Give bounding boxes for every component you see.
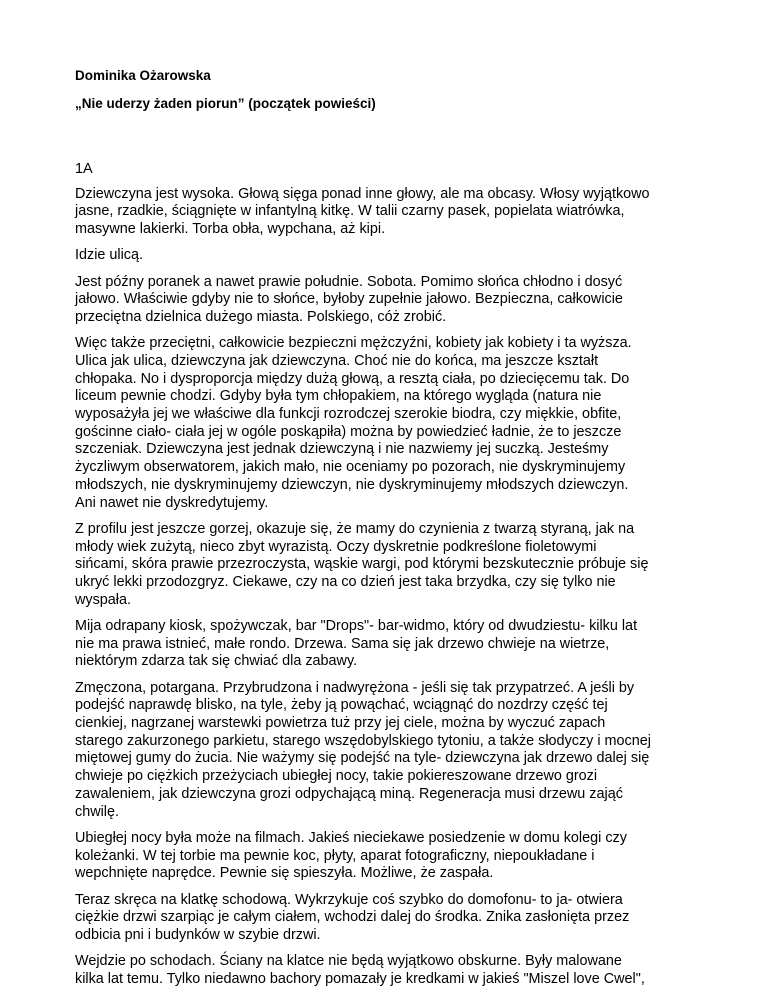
paragraph-line: jasne, rzadkie, ściągnięte w infantylną kitkę. W talii czarny pasek, popielata wiatrówka, — [75, 203, 625, 220]
paragraph-line: wyspała. — [75, 591, 131, 608]
paragraph-line: zawaleniem, jak dziewczyna grozi odpychającą miną. Regeneracja musi drzewu zająć — [75, 785, 623, 802]
paragraph — [75, 247, 710, 265]
paragraph-line: starego zakurzonego parkietu, starego wszędobylskiego tytoniu, a także słodyczy i mocnej — [75, 732, 651, 749]
paragraph-line: Jest późny poranek a nawet prawie południe. Sobota. Pomimo słońca chłodno i dosyć — [75, 273, 623, 290]
paragraph-line: niektórym zdarza tak się chwiać dla zabawy. — [75, 653, 358, 670]
paragraph-line: kilka lat temu. Tylko niedawno bachory pomazały je kredkami w jakieś "Miszel love Cwel", — [75, 970, 645, 987]
paragraph — [75, 521, 710, 610]
paragraph-line: Ubiegłej nocy była może na filmach. Jakieś nieciekawe posiedzenie w domu kolegi czy — [75, 829, 627, 846]
paragraph-line: życzliwym obserwatorem, jakich mało, nie oceniamy po pozorach, nie dyskryminujemy — [75, 459, 626, 476]
paragraph — [75, 335, 710, 512]
paragraph-line: nie ma prawa istnieć, małe rondo. Drzewa. Sama się jak drzewo chwieje na wietrze, — [75, 635, 610, 652]
paragraph-line: Ani nawet nie dyskredytujemy. — [75, 494, 269, 511]
paragraph-line: sińcami, skóra prawie przezroczysta, wąskie wargi, pod którymi bezskutecznie próbuje się — [75, 556, 649, 573]
paragraph-line: szczeniak. Dziewczyna jest jednak dziewczyną i nie nazwiemy jej suczką. Jesteśmy — [75, 441, 609, 458]
paragraph-line: miętowej gumy do żucia. Nie ważymy się podejść na tyle- dziewczyna jak drzewo dalej się — [75, 750, 650, 767]
author-name: Dominika Ożarowska — [75, 68, 211, 83]
paragraph-line: młodszych, nie dyskryminujemy dziewczyn, nie dyskryminujemy młodszych dziewczyn. — [75, 476, 629, 493]
paragraph — [75, 892, 710, 945]
story-body — [75, 161, 710, 997]
paragraph — [75, 618, 710, 671]
paragraph-line: Z profilu jest jeszcze gorzej, okazuje się, że mamy do czynienia z twarzą styraną, jak na — [75, 520, 635, 537]
paragraph-line: chwilę. — [75, 803, 119, 820]
paragraph-line: Dziewczyna jest wysoka. Głową sięga ponad inne głowy, ale ma obcasy. Włosy wyjątkowo — [75, 185, 650, 202]
paragraph-line: przeciętna dzielnica dużego miasta. Polskiego, cóż zrobić. — [75, 308, 447, 325]
paragraph-line: Więc także przeciętni, całkowicie bezpieczni mężczyźni, kobiety jak kobiety i ta wyższa. — [75, 335, 632, 352]
paragraph-line: podejść naprawdę blisko, na tyle, żeby ją powąchać, wciągnąć do nozdrzy część tej — [75, 697, 608, 714]
paragraph-line: cienkiej, nagrzanej warstewki powietrza tuż przy jej ciele, można by wyczuć zapach — [75, 715, 606, 732]
paragraph — [75, 680, 710, 822]
paragraph-line: gościnne ciało- ciała jej w ogóle poskąpiła) można by powiedzieć ładnie, że to jeszcze — [75, 423, 622, 440]
paragraph-line: koleżanki. W tej torbie ma pewnie koc, płyty, aparat fotograficzny, niepoukładane i — [75, 847, 595, 864]
chapter-heading: 1A — [75, 161, 93, 177]
paragraph — [75, 953, 710, 988]
paragraph-line: wepchnięte naprędce. Pewnie się spieszyła. Możliwe, że zaspała. — [75, 865, 494, 882]
paragraph-line: Teraz skręca na klatkę schodową. Wykrzykuje coś szybko do domofonu- to ja- otwiera — [75, 891, 623, 908]
paragraph-line: Wejdzie po schodach. Ściany na klatce nie będą wyjątkowo obskurne. Były malowane — [75, 953, 622, 970]
paragraph-line: Ulica jak ulica, dziewczyna jak dziewczyna. Choć nie do końca, ma jeszcze kształt — [75, 352, 599, 369]
paragraph-line: Idzie ulicą. — [75, 247, 143, 264]
paragraph-line: Zmęczona, potargana. Przybrudzona i nadwyrężona - jeśli się tak przypatrzeć. A jeśli by — [75, 679, 635, 696]
paragraph-line: odbicia pni i budynków w szybie drzwi. — [75, 926, 321, 943]
paragraph-line: ukryć lekki przodozgryz. Ciekawe, czy na co dzień jest taka brzydka, czy się tylko nie — [75, 573, 616, 590]
paragraph — [75, 186, 710, 239]
paragraph-line: ciężkie drzwi szarpiąc je całym ciałem, wchodzi dalej do środka. Znika zasłonięta przez — [75, 909, 630, 926]
paragraph-line: wyposażyła jej we właściwe dla funkcji rozrodczej szerokie biodra, czy miękkie, obfite, — [75, 406, 622, 423]
document-title: „Nie uderzy żaden piorun” (początek powieści) — [75, 96, 376, 111]
paragraph-line: jałowo. Właściwie gdyby nie to słońce, byłoby zupełnie jałowo. Bezpieczna, całkowicie — [75, 291, 623, 308]
paragraph-line: chwieje po ciężkich przeżyciach ubiegłej nocy, takie pokiereszowane drzewo grozi — [75, 768, 598, 785]
paragraph-line: młody wiek zużytą, nieco zbyt wyrazistą. Oczy dyskretnie podkreślone fioletowymi — [75, 538, 597, 555]
paragraph-line: masywne lakierki. Torba obła, wypchana, aż kipi. — [75, 220, 386, 237]
paragraph-line: chłopaka. No i dysproporcja między dużą głową, a resztą ciała, po dziecięcemu tak. Do — [75, 370, 630, 387]
paragraph — [75, 830, 710, 883]
paragraph-line: Mija odrapany kiosk, spożywczak, bar "Drops"- bar-widmo, który od dwudziestu- kilku lat — [75, 617, 638, 634]
paragraph-list — [75, 186, 710, 989]
paragraph — [75, 274, 710, 327]
paragraph-line: liceum pewnie chodzi. Gdyby była tym chłopakiem, na którego wygląda (natura nie — [75, 388, 602, 405]
